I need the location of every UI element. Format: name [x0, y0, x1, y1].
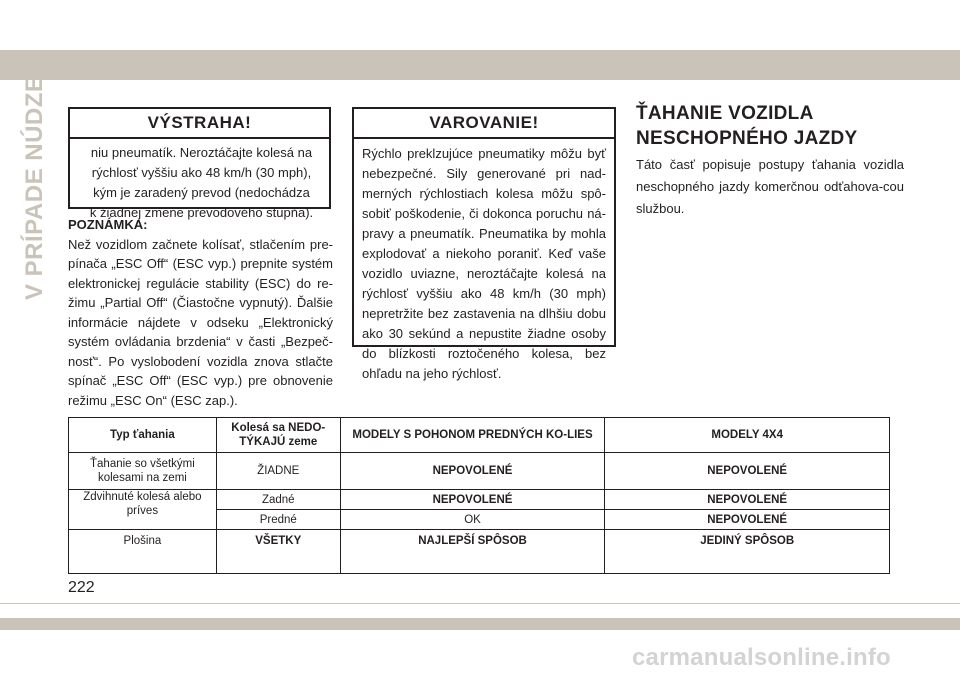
warning-line: niu pneumatík. Neroztáčajte kolesá na [90, 145, 313, 160]
note-block [68, 215, 333, 410]
table-header-row [69, 418, 890, 453]
table-cell: NEPOVOLENÉ [605, 453, 890, 490]
table-cell: Zdvihnuté kolesá alebo príves [69, 490, 217, 530]
table-cell: ŽIADNE [216, 453, 340, 490]
table-cell: Predné [216, 510, 340, 530]
warning-box [68, 107, 331, 220]
caution-body: Rýchlo preklzujúce pneumatiky môžu byť nebezpečné. Sily generované pri nad-merných rýchlostiach kolesa môžu spô-sobiť poškodenie, či dokonca poruchu ná-pravy a pneumatík. Pneumatika by mohla explodovať a niekoho poraniť. Keď vaše vozidlo uviazne, neroztáčajte kolesá na rýchlosť vyššiu ako 48 km/h (30 mph) nepretržite bez zastavenia na dlhšiu dobu ako 30 sekúnd a nepustite žiadne osoby do blízkosti roztočeného kolesa, bez ohľadu na jeho rýchlosť. [362, 146, 606, 381]
header-cell: MODELY 4X4 [605, 418, 890, 453]
table-row [69, 453, 890, 490]
warning-title: VÝSTRAHA! [70, 109, 329, 139]
section-heading [636, 101, 926, 151]
table-cell: Ťahanie so všetkými kolesami na zemi [69, 453, 217, 490]
table-cell: NEPOVOLENÉ [340, 490, 605, 510]
warning-line: rýchlosť vyššiu ako 48 km/h (30 mph), [91, 165, 312, 180]
header-cell: Kolesá sa NEDO-TÝKAJÚ zeme [216, 418, 340, 453]
warning-line: k žiadnej zmene prevodového stupňa). [89, 205, 314, 220]
header-cell: Typ ťahania [69, 418, 217, 453]
table-row [69, 490, 890, 510]
towing-table [68, 417, 890, 574]
table-cell: OK [340, 510, 605, 530]
table-cell: NEPOVOLENÉ [605, 490, 890, 510]
table-cell: VŠETKY [216, 530, 340, 574]
footer-band [0, 618, 960, 630]
warning-body [70, 139, 329, 223]
section-heading-line: NESCHOPNÉHO JAZDY [636, 128, 858, 149]
watermark: carmanualsonline.info [632, 644, 891, 671]
table-cell: NAJLEPŠÍ SPÔSOB [340, 530, 605, 574]
header-band [0, 50, 960, 80]
table-cell: NEPOVOLENÉ [340, 453, 605, 490]
table-cell: Zadné [216, 490, 340, 510]
section-body: Táto časť popisuje postupy ťahania vozidla neschopného jazdy komerčnou odťahova-cou službou. [636, 157, 904, 216]
table-cell: NEPOVOLENÉ [605, 510, 890, 530]
section-heading-line: ŤAHANIE VOZIDLA [636, 103, 814, 124]
table-row [69, 530, 890, 574]
section-side-tab: V PRÍPADE NÚDZE [21, 75, 48, 300]
note-body: Než vozidlom začnete kolísať, stlačením pre-pínača „ESC Off“ (ESC vyp.) prepnite systém elektronickej regulácie stability (ESC) do re-žimu „Partial Off“ (Čiastočne vypnutý). Ďalšie informácie nájdete v odseku „Elektronický systém ovládania brzdenia“ v časti „Bezpeč-nosť“. Po vyslobodení vozidla znova stlačte spínač „ESC Off“ (ESC vyp.) pre obnovenie režimu „ESC On“ (ESC zap.). [68, 236, 333, 408]
note-title: POZNÁMKA: [68, 217, 148, 232]
caution-box [352, 107, 616, 381]
table-cell: Plošina [69, 530, 217, 574]
page-number: 222 [68, 579, 95, 596]
warning-line: kým je zaradený prevod (nedochádza [93, 185, 310, 200]
table-cell: JEDINÝ SPÔSOB [605, 530, 890, 574]
header-cell: MODELY S POHONOM PREDNÝCH KO-LIES [340, 418, 605, 453]
footer-rule [0, 603, 960, 604]
caution-title: VAROVANIE! [354, 109, 614, 139]
